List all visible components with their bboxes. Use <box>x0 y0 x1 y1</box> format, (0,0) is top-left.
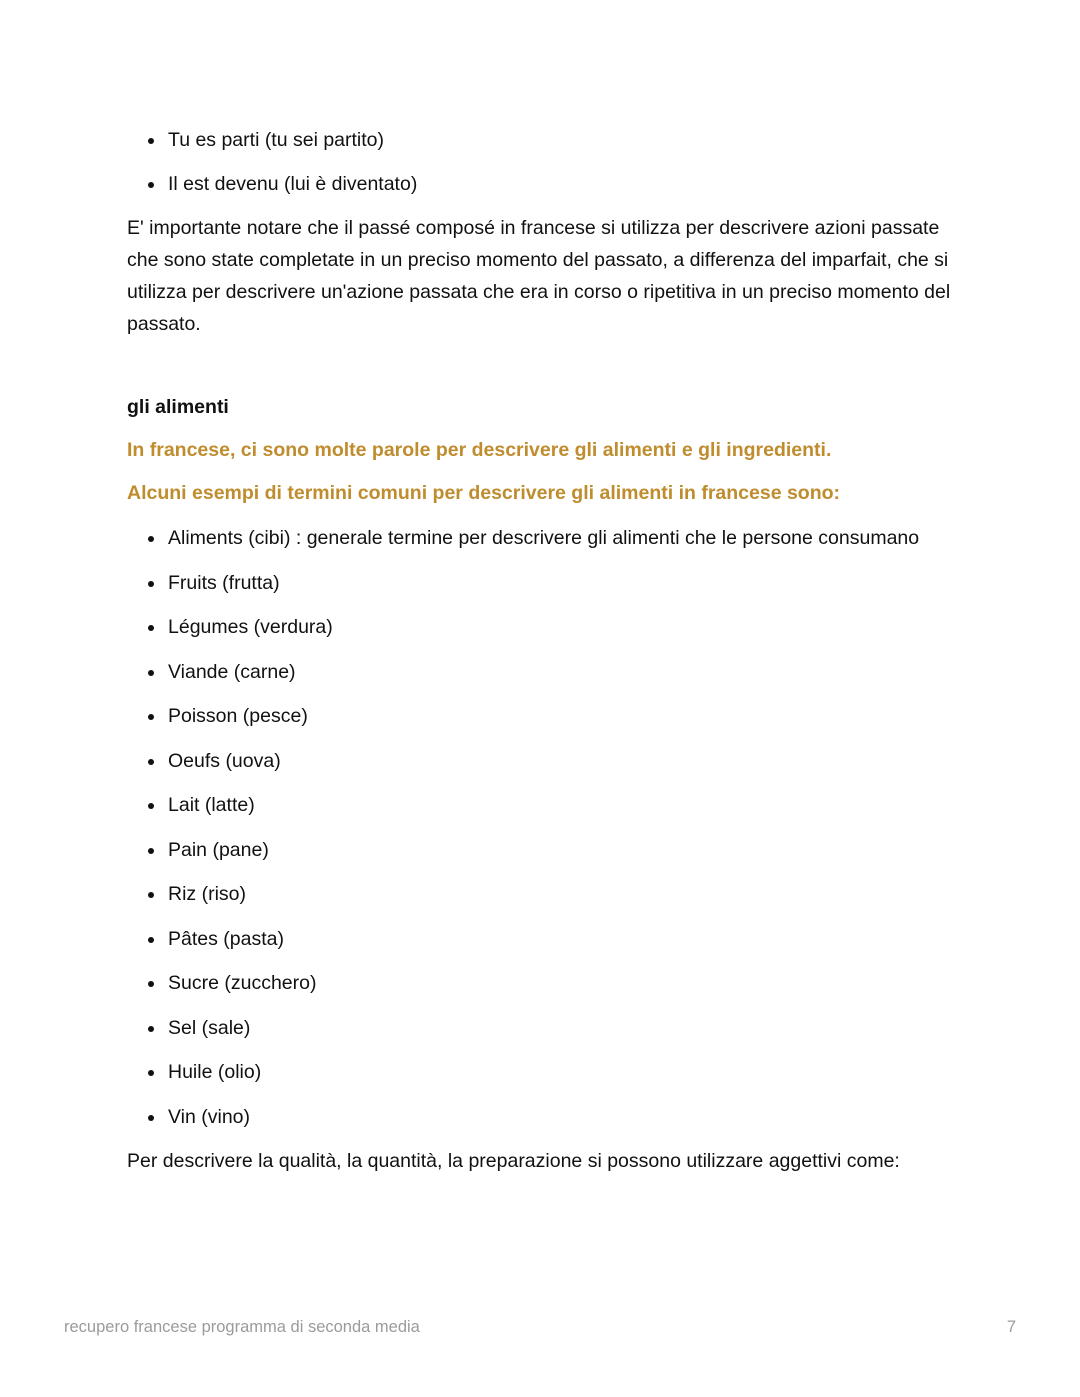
list-item: • Pain (pane) <box>166 834 953 866</box>
list-item: • Il est devenu (lui è diventato) <box>166 168 953 200</box>
footer-document-title: recupero francese programma di seconda media <box>64 1318 420 1336</box>
paragraph-adjectives: Per descrivere la qualità, la quantità, la preparazione si possono utilizzare aggettivi come: <box>127 1150 900 1172</box>
accent-paragraph: Alcuni esempi di termini comuni per descrivere gli alimenti in francese sono: <box>127 482 841 504</box>
list-item: • Vin (vino) <box>166 1101 953 1133</box>
list-item: • Sel (sale) <box>166 1012 953 1044</box>
food-terms-list <box>127 522 953 1133</box>
list-item: • Viande (carne) <box>166 656 953 688</box>
list-item: • Sucre (zucchero) <box>166 967 953 999</box>
list-item: • Aliments (cibi) : generale termine per descrivere gli alimenti che le persone consumano <box>166 522 953 554</box>
list-item: • Huile (olio) <box>166 1056 953 1088</box>
page-content <box>127 124 953 1177</box>
list-item: • Lait (latte) <box>166 789 953 821</box>
page-number: 7 <box>1006 1318 1016 1336</box>
example-sentences-list <box>127 124 953 200</box>
list-item: • Oeufs (uova) <box>166 745 953 777</box>
list-item: • Riz (riso) <box>166 878 953 910</box>
list-item: • Fruits (frutta) <box>166 567 953 599</box>
accent-paragraph: In francese, ci sono molte parole per descrivere gli alimenti e gli ingredienti. <box>127 439 832 461</box>
page-footer <box>64 1316 1016 1338</box>
list-item: • Poisson (pesce) <box>166 700 953 732</box>
list-item: • Pâtes (pasta) <box>166 923 953 955</box>
section-heading-gli-alimenti: gli alimenti <box>127 396 229 418</box>
list-item: • Tu es parti (tu sei partito) <box>166 124 953 156</box>
paragraph-passe-compose: E' importante notare che il passé composé in francese si utilizza per descrivere azioni passate che sono state completate in un preciso momento del passato, a differenza del imparfait, che si utilizza per descrivere un'azione passata che era in corso o ripetitiva in un preciso momento del passato. <box>127 217 951 335</box>
list-item: • Légumes (verdura) <box>166 611 953 643</box>
